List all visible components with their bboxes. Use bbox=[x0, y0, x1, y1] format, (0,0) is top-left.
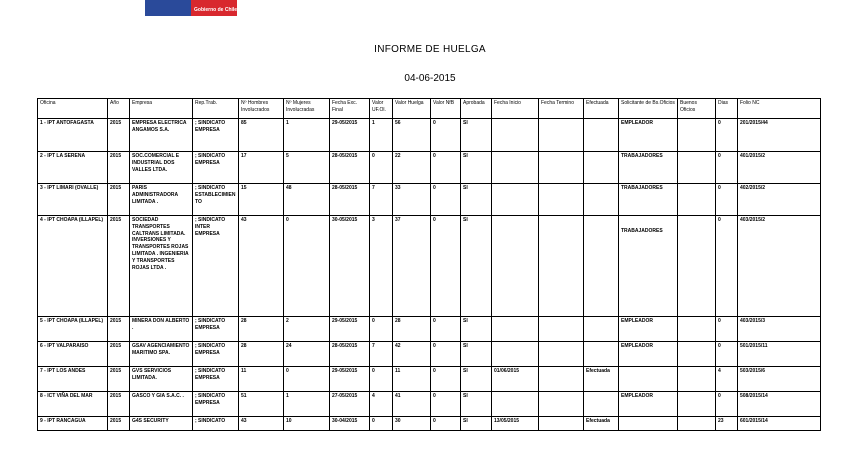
table-row bbox=[38, 317, 821, 342]
col-header-fecha-termino: Fecha Termino bbox=[539, 99, 584, 119]
cell-fecha-termino bbox=[539, 184, 584, 216]
cell-valor-huelga: 37 bbox=[393, 216, 431, 317]
cell-aprobada: SI bbox=[461, 417, 492, 431]
cell-mujeres: 10 bbox=[284, 417, 330, 431]
cell-oficina: 5 - IPT CHOAPA (ILLAPEL) bbox=[38, 317, 108, 342]
cell-fecha-termino bbox=[539, 417, 584, 431]
cell-valor-huelga: 22 bbox=[393, 152, 431, 184]
col-header-valor-nfb: Valor NfB bbox=[431, 99, 461, 119]
cell-fecha-inicio bbox=[492, 216, 539, 317]
cell-rep-trab: ; SINDICATO ESTABLECIMIENTO bbox=[193, 184, 239, 216]
cell-valor-nfb: 0 bbox=[431, 367, 461, 392]
col-header-rep-trab: Rep.Trab. bbox=[193, 99, 239, 119]
cell-valor-uf: 1 bbox=[370, 119, 393, 152]
cell-mujeres: 24 bbox=[284, 342, 330, 367]
cell-aprobada: SI bbox=[461, 184, 492, 216]
col-header-mujeres: Nº Mujeres Involucradas bbox=[284, 99, 330, 119]
cell-fecha-inicio bbox=[492, 184, 539, 216]
cell-valor-huelga: 56 bbox=[393, 119, 431, 152]
col-header-oficina: Oficina bbox=[38, 99, 108, 119]
cell-rep-trab: ; SINDICATO EMPRESA bbox=[193, 119, 239, 152]
cell-oficina: 8 - ICT VIÑA DEL MAR bbox=[38, 392, 108, 417]
cell-ano: 2015 bbox=[108, 119, 130, 152]
cell-dias: 0 bbox=[716, 119, 738, 152]
strike-report-table bbox=[37, 98, 821, 431]
cell-valor-nfb: 0 bbox=[431, 342, 461, 367]
cell-empresa: EMPRESA ELECTRICA ANGAMOS S.A. bbox=[130, 119, 193, 152]
col-header-ano: Año bbox=[108, 99, 130, 119]
cell-solicitante: EMPLEADOR bbox=[619, 119, 678, 152]
cell-buenos-oficios bbox=[678, 184, 716, 216]
cell-valor-nfb: 0 bbox=[431, 152, 461, 184]
table-row bbox=[38, 184, 821, 216]
cell-valor-huelga: 42 bbox=[393, 342, 431, 367]
cell-mujeres: 1 bbox=[284, 392, 330, 417]
cell-fecha-termino bbox=[539, 317, 584, 342]
cell-dias: 0 bbox=[716, 392, 738, 417]
cell-oficina: 7 - IPT LOS ANDES bbox=[38, 367, 108, 392]
cell-empresa: GASCO Y GIA S.A.C. . bbox=[130, 392, 193, 417]
col-header-empresa: Empresa bbox=[130, 99, 193, 119]
gobierno-logo bbox=[145, 0, 237, 16]
cell-valor-huelga: 28 bbox=[393, 317, 431, 342]
cell-aprobada: SI bbox=[461, 367, 492, 392]
cell-ano: 2015 bbox=[108, 152, 130, 184]
cell-aprobada: SI bbox=[461, 152, 492, 184]
cell-fecha-termino bbox=[539, 152, 584, 184]
cell-solicitante: EMPLEADOR bbox=[619, 392, 678, 417]
logo-text: Gobierno de Chile bbox=[194, 7, 238, 13]
cell-hombres: 51 bbox=[239, 392, 284, 417]
cell-mujeres: 0 bbox=[284, 367, 330, 392]
cell-hombres: 28 bbox=[239, 342, 284, 367]
cell-efectuada bbox=[584, 342, 619, 367]
cell-ano: 2015 bbox=[108, 392, 130, 417]
cell-empresa: G4S SECURITY bbox=[130, 417, 193, 431]
cell-valor-uf: 0 bbox=[370, 317, 393, 342]
col-header-folio: Folio NC bbox=[738, 99, 821, 119]
table-row bbox=[38, 119, 821, 152]
cell-fecha-exc: 30-04/2015 bbox=[330, 417, 370, 431]
cell-solicitante: EMPLEADOR bbox=[619, 317, 678, 342]
cell-oficina: 2 - IPT LA SERENA bbox=[38, 152, 108, 184]
cell-mujeres: 5 bbox=[284, 152, 330, 184]
cell-mujeres: 2 bbox=[284, 317, 330, 342]
cell-valor-huelga: 11 bbox=[393, 367, 431, 392]
cell-buenos-oficios bbox=[678, 119, 716, 152]
cell-solicitante: TRABAJADORES bbox=[619, 152, 678, 184]
cell-valor-nfb: 0 bbox=[431, 317, 461, 342]
cell-valor-uf: 0 bbox=[370, 417, 393, 431]
cell-buenos-oficios bbox=[678, 216, 716, 317]
col-header-efectuada: Efectuada bbox=[584, 99, 619, 119]
cell-folio: 508/2015/14 bbox=[738, 392, 821, 417]
cell-folio: 403/2015/3 bbox=[738, 317, 821, 342]
cell-dias: 0 bbox=[716, 317, 738, 342]
cell-hombres: 28 bbox=[239, 317, 284, 342]
cell-fecha-termino bbox=[539, 216, 584, 317]
cell-fecha-exc: 28-05/2015 bbox=[330, 152, 370, 184]
cell-empresa: PARIS ADMINISTRADORA LIMITADA . bbox=[130, 184, 193, 216]
cell-valor-nfb: 0 bbox=[431, 119, 461, 152]
cell-hombres: 17 bbox=[239, 152, 284, 184]
cell-valor-uf: 4 bbox=[370, 392, 393, 417]
logo-blue-block bbox=[145, 0, 191, 16]
col-header-fecha-inicio: Fecha Inicio bbox=[492, 99, 539, 119]
cell-aprobada: SI bbox=[461, 119, 492, 152]
cell-fecha-termino bbox=[539, 119, 584, 152]
cell-efectuada bbox=[584, 152, 619, 184]
cell-dias: 0 bbox=[716, 152, 738, 184]
cell-empresa: MINERA DON ALBERTO . bbox=[130, 317, 193, 342]
cell-efectuada bbox=[584, 184, 619, 216]
cell-fecha-inicio: 01/06/2015 bbox=[492, 367, 539, 392]
table-row bbox=[38, 392, 821, 417]
cell-valor-nfb: 0 bbox=[431, 184, 461, 216]
cell-rep-trab: ; SINDICATO EMPRESA bbox=[193, 392, 239, 417]
cell-rep-trab: ; SINDICATO EMPRESA bbox=[193, 152, 239, 184]
cell-efectuada bbox=[584, 119, 619, 152]
cell-solicitante bbox=[619, 417, 678, 431]
cell-efectuada: Efectuada bbox=[584, 367, 619, 392]
cell-solicitante: TRABAJADORES bbox=[619, 184, 678, 216]
cell-valor-uf: 7 bbox=[370, 184, 393, 216]
col-header-dias: Dias bbox=[716, 99, 738, 119]
cell-empresa: SOC.COMERCIAL E INDUSTRIAL DOS VALLES LTDA. bbox=[130, 152, 193, 184]
cell-folio: 201/2015/44 bbox=[738, 119, 821, 152]
cell-valor-huelga: 30 bbox=[393, 417, 431, 431]
cell-oficina: 6 - IPT VALPARAISO bbox=[38, 342, 108, 367]
cell-fecha-inicio bbox=[492, 119, 539, 152]
cell-buenos-oficios bbox=[678, 392, 716, 417]
col-header-solicitante: Solicitante de Bs.Oficios bbox=[619, 99, 678, 119]
cell-solicitante bbox=[619, 367, 678, 392]
cell-mujeres: 1 bbox=[284, 119, 330, 152]
cell-empresa: GSAV AGENCIAMIENTO MARITIMO SPA. bbox=[130, 342, 193, 367]
cell-valor-uf: 7 bbox=[370, 342, 393, 367]
cell-fecha-exc: 30-05/2015 bbox=[330, 216, 370, 317]
cell-empresa: SOCIEDAD TRANSPORTES CALTRANS LIMITADA. INVERSIONES Y TRANSPORTES ROJAS LIMITADA . INGENIERIA Y TRANSPORTES ROJAS LTDA . bbox=[130, 216, 193, 317]
col-header-hombres: Nº Hombres Involucrados bbox=[239, 99, 284, 119]
col-header-buenos-oficios: Buenos Oficios bbox=[678, 99, 716, 119]
cell-dias: 23 bbox=[716, 417, 738, 431]
cell-ano: 2015 bbox=[108, 417, 130, 431]
cell-hombres: 85 bbox=[239, 119, 284, 152]
cell-fecha-inicio bbox=[492, 152, 539, 184]
cell-solicitante: TRABAJADORES bbox=[619, 216, 678, 317]
cell-fecha-exc: 28-05/2015 bbox=[330, 184, 370, 216]
cell-folio: 501/2015/11 bbox=[738, 342, 821, 367]
table-row bbox=[38, 417, 821, 431]
cell-efectuada bbox=[584, 317, 619, 342]
cell-fecha-inicio: 13/05/2015 bbox=[492, 417, 539, 431]
cell-buenos-oficios bbox=[678, 152, 716, 184]
cell-aprobada: SI bbox=[461, 216, 492, 317]
cell-rep-trab: ; SINDICATO bbox=[193, 417, 239, 431]
cell-fecha-inicio bbox=[492, 392, 539, 417]
cell-dias: 0 bbox=[716, 184, 738, 216]
cell-valor-uf: 0 bbox=[370, 152, 393, 184]
cell-hombres: 11 bbox=[239, 367, 284, 392]
cell-ano: 2015 bbox=[108, 184, 130, 216]
cell-efectuada bbox=[584, 392, 619, 417]
cell-buenos-oficios bbox=[678, 367, 716, 392]
cell-fecha-exc: 27-05/2015 bbox=[330, 392, 370, 417]
table-header-row bbox=[38, 99, 821, 119]
cell-fecha-exc: 28-05/2015 bbox=[330, 342, 370, 367]
cell-fecha-exc: 29-05/2015 bbox=[330, 367, 370, 392]
cell-fecha-inicio bbox=[492, 317, 539, 342]
cell-efectuada: Efectuada bbox=[584, 417, 619, 431]
cell-valor-huelga: 41 bbox=[393, 392, 431, 417]
cell-ano: 2015 bbox=[108, 216, 130, 317]
table-row bbox=[38, 342, 821, 367]
cell-hombres: 43 bbox=[239, 216, 284, 317]
cell-hombres: 15 bbox=[239, 184, 284, 216]
cell-empresa: GVS SERVICIOS LIMITADA. bbox=[130, 367, 193, 392]
cell-valor-nfb: 0 bbox=[431, 216, 461, 317]
cell-fecha-termino bbox=[539, 342, 584, 367]
cell-folio: 402/2015/2 bbox=[738, 184, 821, 216]
table-row bbox=[38, 367, 821, 392]
cell-valor-uf: 3 bbox=[370, 216, 393, 317]
cell-valor-nfb: 0 bbox=[431, 392, 461, 417]
cell-dias: 0 bbox=[716, 342, 738, 367]
cell-fecha-exc: 29-05/2015 bbox=[330, 119, 370, 152]
cell-rep-trab: ; SINDICATO EMPRESA bbox=[193, 342, 239, 367]
cell-buenos-oficios bbox=[678, 342, 716, 367]
cell-oficina: 9 - IPT RANCAGUA bbox=[38, 417, 108, 431]
col-header-fecha-exc: Fecha Exc. Final bbox=[330, 99, 370, 119]
cell-oficina: 4 - IPT CHOAPA (ILLAPEL) bbox=[38, 216, 108, 317]
cell-aprobada: SI bbox=[461, 392, 492, 417]
cell-ano: 2015 bbox=[108, 342, 130, 367]
cell-fecha-inicio bbox=[492, 342, 539, 367]
cell-rep-trab: ; SINDICATO EMPRESA bbox=[193, 367, 239, 392]
cell-oficina: 3 - IPT LIMARI (OVALLE) bbox=[38, 184, 108, 216]
cell-buenos-oficios bbox=[678, 417, 716, 431]
cell-mujeres: 48 bbox=[284, 184, 330, 216]
cell-buenos-oficios bbox=[678, 317, 716, 342]
cell-dias: 0 bbox=[716, 216, 738, 317]
cell-aprobada: SI bbox=[461, 317, 492, 342]
col-header-valor-huelga: Valor Huelga bbox=[393, 99, 431, 119]
cell-rep-trab: ; SINDICATO INTER EMPRESA bbox=[193, 216, 239, 317]
cell-fecha-termino bbox=[539, 367, 584, 392]
cell-ano: 2015 bbox=[108, 367, 130, 392]
col-header-valor-uf: Valor UF.Ol. bbox=[370, 99, 393, 119]
col-header-aprobada: Aprobada bbox=[461, 99, 492, 119]
cell-folio: 601/2015/14 bbox=[738, 417, 821, 431]
cell-oficina: 1 - IPT ANTOFAGASTA bbox=[38, 119, 108, 152]
cell-folio: 403/2015/2 bbox=[738, 216, 821, 317]
table-row bbox=[38, 152, 821, 184]
cell-solicitante: EMPLEADOR bbox=[619, 342, 678, 367]
cell-efectuada bbox=[584, 216, 619, 317]
cell-aprobada: SI bbox=[461, 342, 492, 367]
cell-fecha-exc: 29-05/2015 bbox=[330, 317, 370, 342]
report-date: 04-06-2015 bbox=[404, 73, 456, 84]
cell-folio: 401/2015/2 bbox=[738, 152, 821, 184]
cell-mujeres: 0 bbox=[284, 216, 330, 317]
table-row bbox=[38, 216, 821, 317]
report-title: INFORME DE HUELGA bbox=[374, 44, 486, 55]
cell-rep-trab: ; SINDICATO EMPRESA bbox=[193, 317, 239, 342]
cell-valor-huelga: 33 bbox=[393, 184, 431, 216]
cell-valor-nfb: 0 bbox=[431, 417, 461, 431]
cell-dias: 4 bbox=[716, 367, 738, 392]
cell-hombres: 43 bbox=[239, 417, 284, 431]
cell-fecha-termino bbox=[539, 392, 584, 417]
cell-valor-uf: 0 bbox=[370, 367, 393, 392]
cell-ano: 2015 bbox=[108, 317, 130, 342]
cell-folio: 503/2015/6 bbox=[738, 367, 821, 392]
